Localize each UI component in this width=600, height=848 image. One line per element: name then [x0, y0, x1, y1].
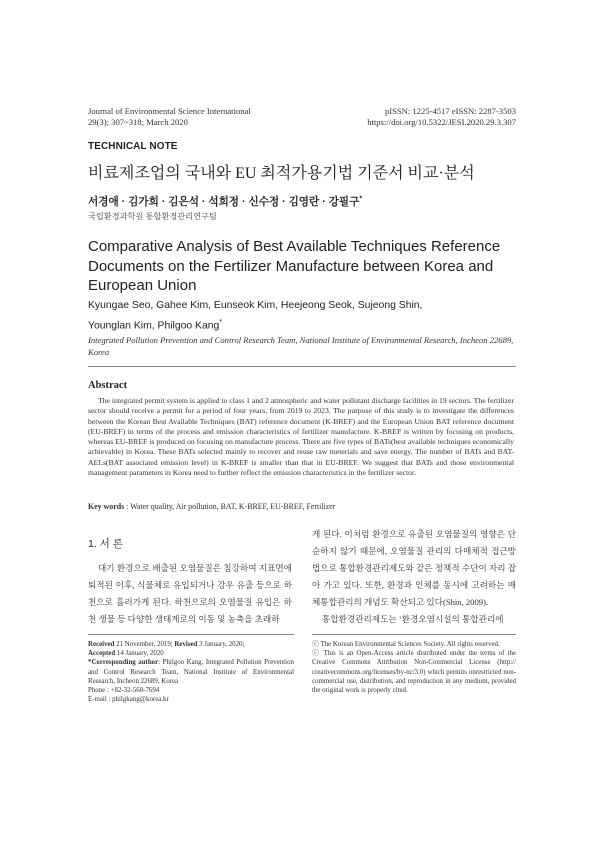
english-authors: [88, 297, 528, 334]
volume-info: 29(3); 307~318; March 2020: [88, 117, 188, 127]
section-heading: 1. 서 론: [88, 538, 123, 550]
license: ⓒ This is an Open-Access article distributed under the terms of the Creative Commons Attribution Non-Commercial License (http:// creativecommons.org/licenses/by-nc/3.0) which permits unrestricted non-commercial use, distribution, and reproduction in any medium, provided the original work is properly cited.: [312, 650, 516, 695]
body-left-column: 대기 환경으로 배출된 오염물질은 침강하여 지표면에 퇴적된 이후, 식물체로 유입되거나 강우 유출 등으로 하천으로 흘러가게 된다. 하천으로의 오염물질 유입은 하천 생물 등 다양한 생태계로의 이동 및 농축을 초래하: [88, 563, 292, 624]
journal-header-right: [367, 106, 516, 128]
received-label: Received: [88, 641, 115, 648]
english-authors-line2: Younglan Kim, Philgoo Kang: [88, 320, 220, 332]
corresponding-mark: *: [359, 195, 363, 203]
keywords-label: Key words: [88, 502, 125, 511]
phone: Phone : +82-32-560-7694: [88, 687, 160, 695]
journal-header-left: [88, 106, 251, 128]
dates-line: [88, 640, 294, 649]
journal-name: Journal of Environmental Science International: [88, 106, 251, 116]
footnote-divider-left: [88, 634, 294, 635]
body-right-paragraph-2: 통합환경관리제도는 ‘환경오염시설의 통합관리에: [322, 614, 504, 624]
corresponding-mark-en: *: [219, 319, 223, 326]
english-authors-line1: Kyungae Seo, Gahee Kim, Eunseok Kim, Heejeong Seok, Sujeong Shin,: [88, 300, 423, 311]
footnote-divider-right: [312, 634, 516, 635]
accepted-line: [88, 649, 294, 658]
korean-title: 비료제조업의 국내와 EU 최적가용기법 기준서 비교·분석: [88, 165, 475, 182]
english-title: Comparative Analysis of Best Available Techniques Reference Documents on the Fertilizer Manufacture between Korea and European Union: [88, 238, 501, 294]
email[interactable]: E-mail : philgkang@korea.kr: [88, 696, 169, 704]
accepted-label: Accepted: [88, 650, 116, 658]
korean-author-list: 서경애 · 김가희 · 김은석 · 석희정 · 신수정 · 김영란 · 강필구: [88, 196, 360, 208]
keywords-list: : Water quality, Air pollution, BAT, K-BREF, EU-BREF, Fertilizer: [124, 502, 336, 511]
doi-link[interactable]: https://doi.org/10.5322/JESI.2020.29.3.307: [367, 117, 516, 127]
copyright: ⓒ The Korean Environmental Sciences Society. All rights reserved.: [312, 641, 500, 648]
abstract-divider: [88, 366, 516, 367]
korean-affiliation: 국립환경과학원 통합환경관리연구팀: [88, 212, 217, 221]
body-right-column: [312, 526, 516, 628]
korean-authors: [88, 194, 362, 209]
corresponding-text: : Philgoo Kang, Integrated Pollution Prevention and Control Research Team, National Institute of Environmental Research, Incheon 22689, Korea: [88, 659, 294, 685]
revised-label: Revised: [174, 641, 198, 648]
keywords: [88, 502, 518, 511]
body-right-paragraph-1: 게 된다. 이처럼 환경으로 유출된 오염물질의 영향은 단순하지 않기 때문에, 오염물질 관리의 다매체적 접근방법으로 통합환경관리제도와 같은 정책적 수단이 자리 잡아 가고 있다. 또한, 환경과 인체를 동시에 고려하는 매체통합관리의 개념도 확산되고 있다(Shin, 2009).: [312, 529, 516, 607]
issn: pISSN: 1225-4517 eISSN: 2287-3503: [384, 106, 516, 116]
revised-date: 3 January, 2020;: [197, 641, 245, 648]
abstract-text: The integrated permit system is applied to class 1 and 2 atmospheric and water pollutant discharge facilities in 19 sectors. The fertilizer sector should receive a permit for a period of four years, from 2019 to 2023. The purpose of this study is to investigate the differences between the Korean Best Available Techniques (BAT) reference document (K-BREF) and the European Union BAT reference document (EU-BREF) in terms of the process and emission characteristics of fertilizer manufacture. K-BREF is written by focusing on products, whereas EU-BREF is produced on focusing on manufacture process. There are five types of BATs(best available techniques economically achievable) in Korea. These BATs selected mainly to recover and reuse raw meterials and save energy. The number of BATs and BAT-AELs(BAT associated emission level) in K-BREF is smaller than that in EU-BREF. We suggest that BATs and those environmental management parameters in Korea need to further reflect the emission characteristics in the fertilizer sector.: [88, 396, 514, 478]
abstract-heading: Abstract: [88, 380, 128, 391]
footnote-left: [88, 640, 294, 704]
corresponding-author: [88, 658, 294, 686]
article-type-label: TECHNICAL NOTE: [88, 141, 178, 152]
footnote-right: [312, 640, 516, 695]
corresponding-label: *Corresponding author: [88, 659, 159, 667]
english-affiliation: Integrated Pollution Prevention and Control Research Team, National Institute of Environmental Research, Incheon 22689, Korea: [88, 335, 514, 357]
received-date: 21 November, 2019;: [114, 641, 175, 648]
accepted-date: 14 January, 2020: [115, 650, 164, 658]
